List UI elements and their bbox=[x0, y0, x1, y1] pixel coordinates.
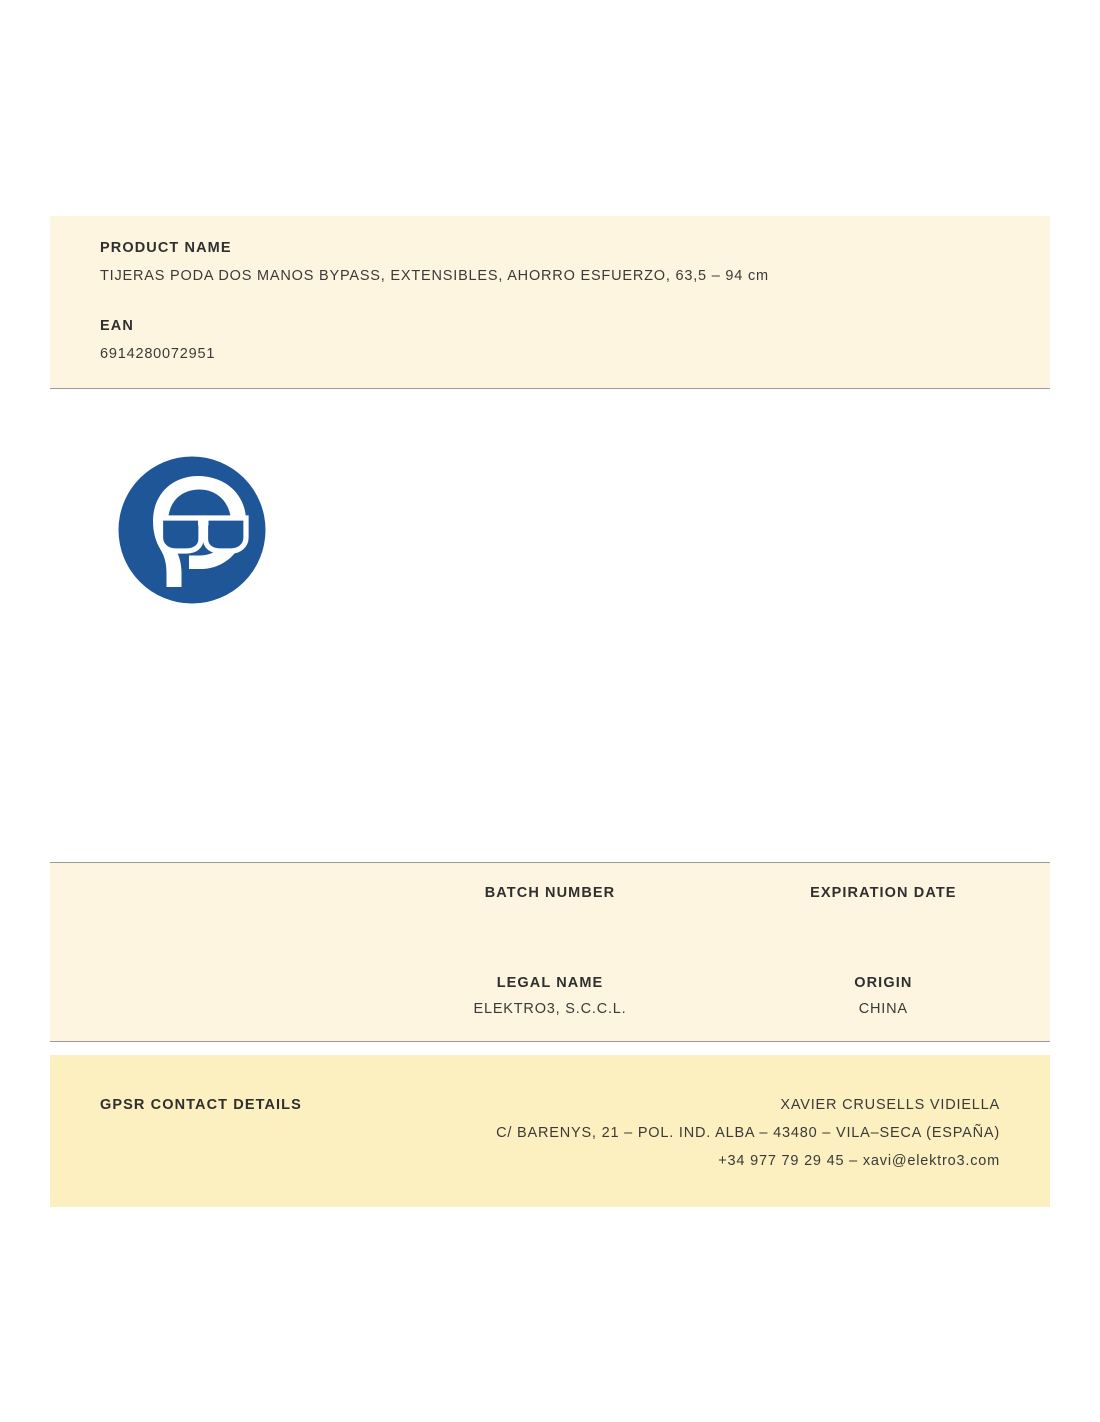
expiration-date-label: EXPIRATION DATE bbox=[810, 885, 957, 901]
field-spacer bbox=[100, 284, 1000, 318]
meta-cell-expiration bbox=[717, 885, 1050, 929]
legal-name-value: ELEKTRO3, S.C.C.L. bbox=[473, 1001, 627, 1017]
meta-row-legal bbox=[50, 975, 1050, 1019]
expiration-date-value bbox=[717, 911, 1050, 929]
meta-cell-origin bbox=[717, 975, 1050, 1019]
meta-row-spacer bbox=[50, 929, 1050, 975]
gpsr-contact-block bbox=[50, 1055, 1050, 1207]
gpsr-contact-address: C/ BARENYS, 21 – POL. IND. ALBA – 43480 – VILA–SECA (ESPAÑA) bbox=[496, 1125, 1000, 1141]
wear-eye-protection-icon bbox=[117, 455, 267, 605]
origin-value: CHINA bbox=[858, 1001, 908, 1017]
meta-cell-empty-left bbox=[50, 885, 383, 929]
meta-cell-batch bbox=[383, 885, 716, 929]
ean-label: EAN bbox=[100, 318, 134, 334]
meta-row-batch bbox=[50, 885, 1050, 929]
gpsr-contact-name: XAVIER CRUSELLS VIDIELLA bbox=[780, 1097, 1000, 1113]
product-name-value: TIJERAS PODA DOS MANOS BYPASS, EXTENSIBLES, AHORRO ESFUERZO, 63,5 – 94 cm bbox=[100, 268, 769, 284]
batch-number-value bbox=[383, 911, 716, 929]
product-name-label: PRODUCT NAME bbox=[100, 240, 232, 256]
meta-cell-empty-left-2 bbox=[50, 975, 383, 1019]
origin-label: ORIGIN bbox=[854, 975, 913, 991]
product-info-block bbox=[50, 216, 1050, 389]
product-meta-block bbox=[50, 862, 1050, 1042]
gpsr-contact-label: GPSR CONTACT DETAILS bbox=[100, 1097, 302, 1113]
legal-name-label: LEGAL NAME bbox=[496, 975, 604, 991]
batch-number-label: BATCH NUMBER bbox=[484, 885, 616, 901]
meta-cell-legal-name bbox=[383, 975, 716, 1019]
ean-value: 6914280072951 bbox=[100, 346, 216, 362]
gpsr-contact-phone-email: +34 977 79 29 45 – xavi@elektro3.com bbox=[718, 1153, 1000, 1169]
pictogram-area bbox=[50, 430, 1050, 830]
